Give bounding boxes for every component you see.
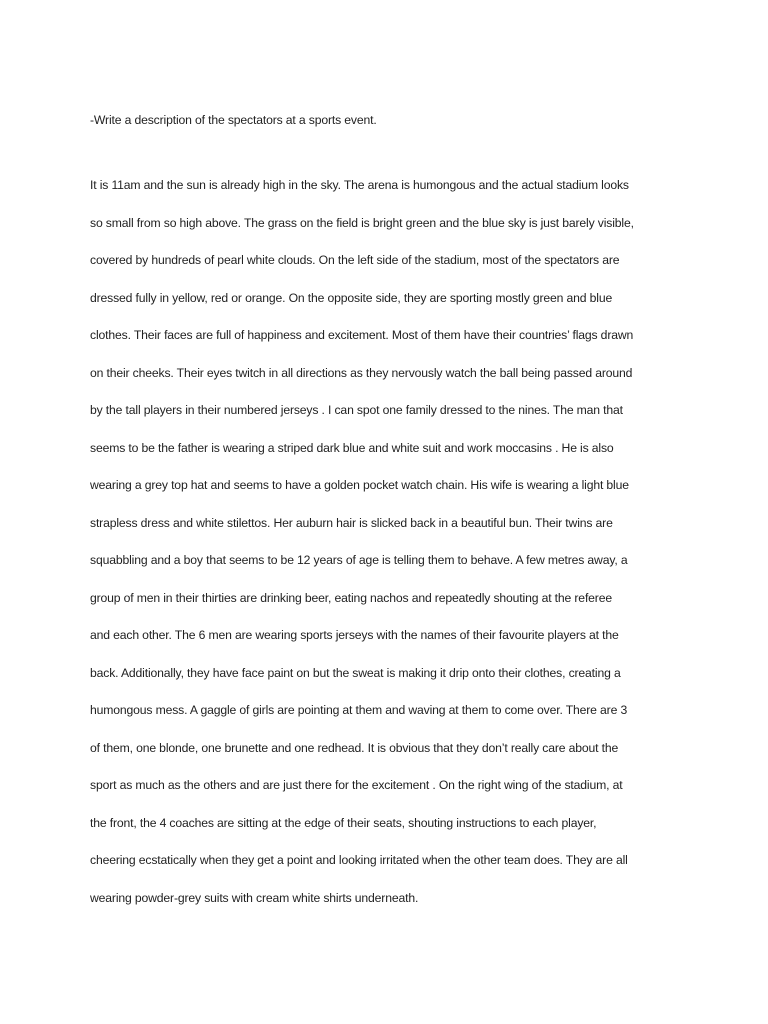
paragraph-line: sport as much as the others and are just there for the excitement . On the right wing of the stadium, at [90, 778, 623, 792]
paragraph-line: by the tall players in their numbered jerseys . I can spot one family dressed to the nines. The man that [90, 403, 623, 417]
paragraph-line: wearing powder-grey suits with cream white shirts underneath. [90, 890, 419, 905]
paragraph-line: group of men in their thirties are drinking beer, eating nachos and repeatedly shouting at the referee [90, 590, 612, 605]
paragraph-line: cheering ecstatically when they get a point and looking irritated when the other team does. They are all [90, 853, 628, 867]
paragraph-line: and each other. The 6 men are wearing sports jerseys with the names of their favourite players at the [90, 628, 619, 642]
document-heading: -Write a description of the spectators at a sports event. [90, 112, 377, 127]
paragraph-line: humongous mess. A gaggle of girls are pointing at them and waving at them to come over. There are 3 [90, 703, 628, 717]
paragraph-line: It is 11am and the sun is already high in the sky. The arena is humongous and the actual stadium looks [90, 178, 629, 192]
paragraph-line: of them, one blonde, one brunette and one redhead. It is obvious that they don’t really care about the [90, 740, 619, 755]
paragraph-line: the front, the 4 coaches are sitting at the edge of their seats, shouting instructions to each player, [90, 815, 597, 830]
paragraph-line: covered by hundreds of pearl white clouds. On the left side of the stadium, most of the spectators are [90, 253, 620, 267]
paragraph-line: back. Additionally, they have face paint on but the sweat is making it drip onto their clothes, creating a [90, 665, 621, 680]
paragraph-line: strapless dress and white stilettos. Her auburn hair is slicked back in a beautiful bun. Their twins are [90, 515, 613, 530]
paragraph-line: squabbling and a boy that seems to be 12 years of age is telling them to behave. A few metres away, a [90, 553, 628, 567]
paragraph-line: seems to be the father is wearing a striped dark blue and white suit and work moccasins . He is also [90, 440, 614, 455]
paragraph-line: on their cheeks. Their eyes twitch in all directions as they nervously watch the ball being passed around [90, 365, 633, 380]
paragraph-line: wearing a grey top hat and seems to have a golden pocket watch chain. His wife is wearing a light blue [90, 478, 629, 492]
paragraph-line: so small from so high above. The grass on the field is bright green and the blue sky is just barely visible, [90, 215, 634, 230]
document-paragraph [90, 157, 680, 926]
paragraph-line: dressed fully in yellow, red or orange. On the opposite side, they are sporting mostly green and blue [90, 290, 613, 305]
document-content [90, 92, 680, 945]
paragraph-line: clothes. Their faces are full of happiness and excitement. Most of them have their countries’ flags drawn [90, 328, 634, 342]
